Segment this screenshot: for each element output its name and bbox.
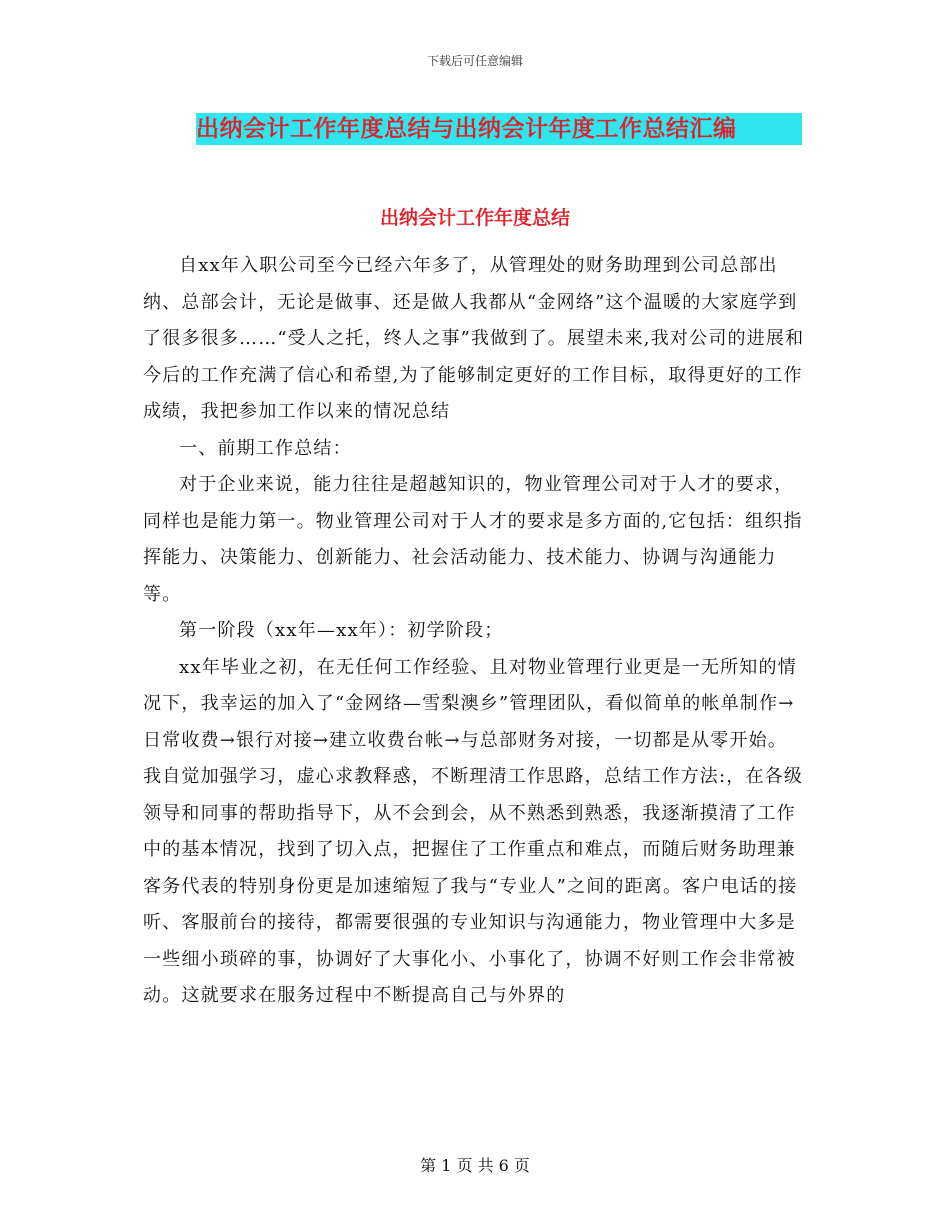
paragraph-heading-1: 一、前期工作总结：: [179, 437, 352, 459]
document-body: [143, 248, 805, 1015]
paragraph-intro: 自xx年入职公司至今已经六年多了，从管理处的财务助理到公司总部出纳、总部会计，无论是做事、还是做人我都从“金网络”这个温暖的大家庭学到了很多很多……“受人之托，终人之事”我做到了。展望未来,我对公司的进展和今后的工作充满了信心和希望,为了能够制定更好的工作目标，取得更好的工作成绩，我把参加工作以来的情况总结: [143, 255, 805, 422]
paragraph-stage-1-detail: xx年毕业之初，在无任何工作经验、且对物业管理行业更是一无所知的情况下，我幸运的加入了“金网络—雪梨澳乡”管理团队，看似简单的帐单制作→日常收费→银行对接→建立收费台帐→与总部财务对接，一切都是从零开始。我自觉加强学习，虚心求教释惑，不断理清工作思路，总结工作方法:，在各级领导和同事的帮助指导下，从不会到会，从不熟悉到熟悉，我逐渐摸清了工作中的基本情况，找到了切入点，把握住了工作重点和难点，而随后财务助理兼客务代表的特别身份更是加速缩短了我与“专业人”之间的距离。客户电话的接听、客服前台的接待，都需要很强的专业知识与沟通能力，物业管理中大多是一些细小琐碎的事，协调好了大事化小、小事化了，协调不好则工作会非常被动。这就要求在服务过程中不断提高自己与外界的: [143, 656, 804, 1006]
paragraph-stage-1: 第一阶段（xx年—xx年）：初学阶段；: [179, 620, 504, 641]
section-title: 出纳会计工作年度总结: [379, 207, 570, 229]
page-footer: 第 1 页 共 6 页: [420, 1156, 530, 1175]
paragraph-ability: 对于企业来说，能力往往是超越知识的，物业管理公司对于人才的要求，同样也是能力第一。物业管理公司对于人才的要求是多方面的,它包括：组织指挥能力、决策能力、创新能力、社会活动能力、技术能力、协调与沟通能力等。: [143, 474, 803, 605]
document-main-title: 出纳会计工作年度总结与出纳会计年度工作总结汇编: [196, 113, 802, 145]
header-note: 下载后可任意编辑: [426, 54, 523, 68]
